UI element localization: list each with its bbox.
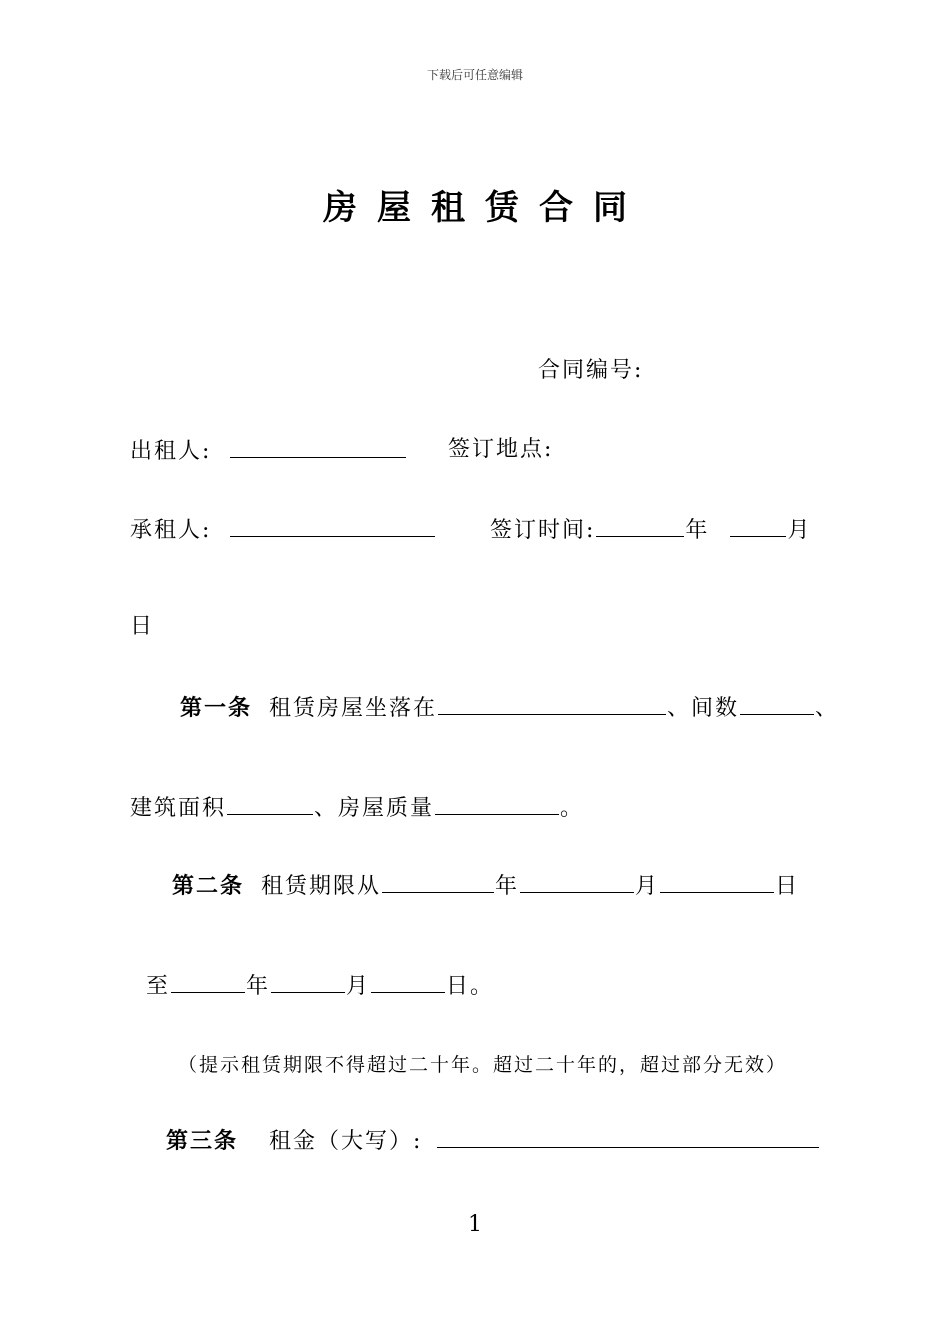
end-day-blank (371, 970, 445, 993)
article1-text5: 、房屋质量 (314, 796, 435, 821)
article3-line (166, 1125, 820, 1157)
article1-line2 (130, 792, 584, 824)
lessee-blank (230, 514, 435, 537)
article2-line1 (172, 870, 799, 902)
end-month-blank (271, 970, 345, 993)
end-year-label: 年 (246, 974, 271, 999)
article3-heading: 第三条 (166, 1128, 239, 1154)
sign-time-row (490, 514, 811, 546)
area-blank (227, 792, 313, 815)
end-month-label: 月 (346, 974, 371, 999)
article1-text6: 。 (560, 796, 585, 821)
end-year-blank (171, 970, 245, 993)
start-year-blank (382, 870, 494, 893)
article3-text1: 租金（大写）: (269, 1129, 423, 1154)
sign-time-label: 签订时间: (490, 518, 596, 543)
sign-month-label: 月 (787, 518, 812, 543)
start-day-label: 日 (775, 874, 800, 899)
rent-blank (437, 1125, 819, 1148)
sign-year-blank (596, 514, 684, 537)
lessor-row (130, 435, 407, 467)
sign-day-label: 日 (130, 614, 155, 639)
location-blank (438, 692, 666, 715)
article1-text2: 、间数 (667, 696, 740, 721)
lessor-label: 出租人: (130, 439, 212, 464)
rooms-blank (740, 692, 814, 715)
article2-text1: 租赁期限从 (261, 874, 382, 899)
lessee-label: 承租人: (130, 518, 212, 543)
end-day-label: 日。 (446, 974, 495, 999)
article2-line2 (146, 970, 494, 1002)
article1-line1 (180, 692, 839, 724)
article2-heading: 第二条 (172, 873, 245, 899)
term-notice: （提示租赁期限不得超过二十年。超过二十年的，超过部分无效） (178, 1054, 788, 1076)
article1-text3: 、 (815, 696, 840, 721)
article1-heading: 第一条 (180, 695, 253, 721)
sign-place-label: 签订地点: (448, 437, 554, 462)
contract-number-label: 合同编号: (538, 358, 644, 383)
lessee-row (130, 514, 436, 546)
article1-text1: 租赁房屋坐落在 (269, 696, 438, 721)
start-month-label: 月 (635, 874, 660, 899)
start-day-blank (660, 870, 774, 893)
quality-blank (435, 792, 559, 815)
article1-text4: 建筑面积 (130, 796, 227, 821)
document-title: 房屋租赁合同 (323, 188, 647, 228)
article2-to: 至 (146, 974, 171, 999)
header-note: 下载后可任意编辑 (426, 68, 523, 82)
start-month-blank (520, 870, 634, 893)
sign-month-blank (730, 514, 786, 537)
page-number: 1 (468, 1212, 482, 1237)
sign-year-label: 年 (685, 518, 710, 543)
lessor-blank (230, 435, 406, 458)
start-year-label: 年 (495, 874, 520, 899)
